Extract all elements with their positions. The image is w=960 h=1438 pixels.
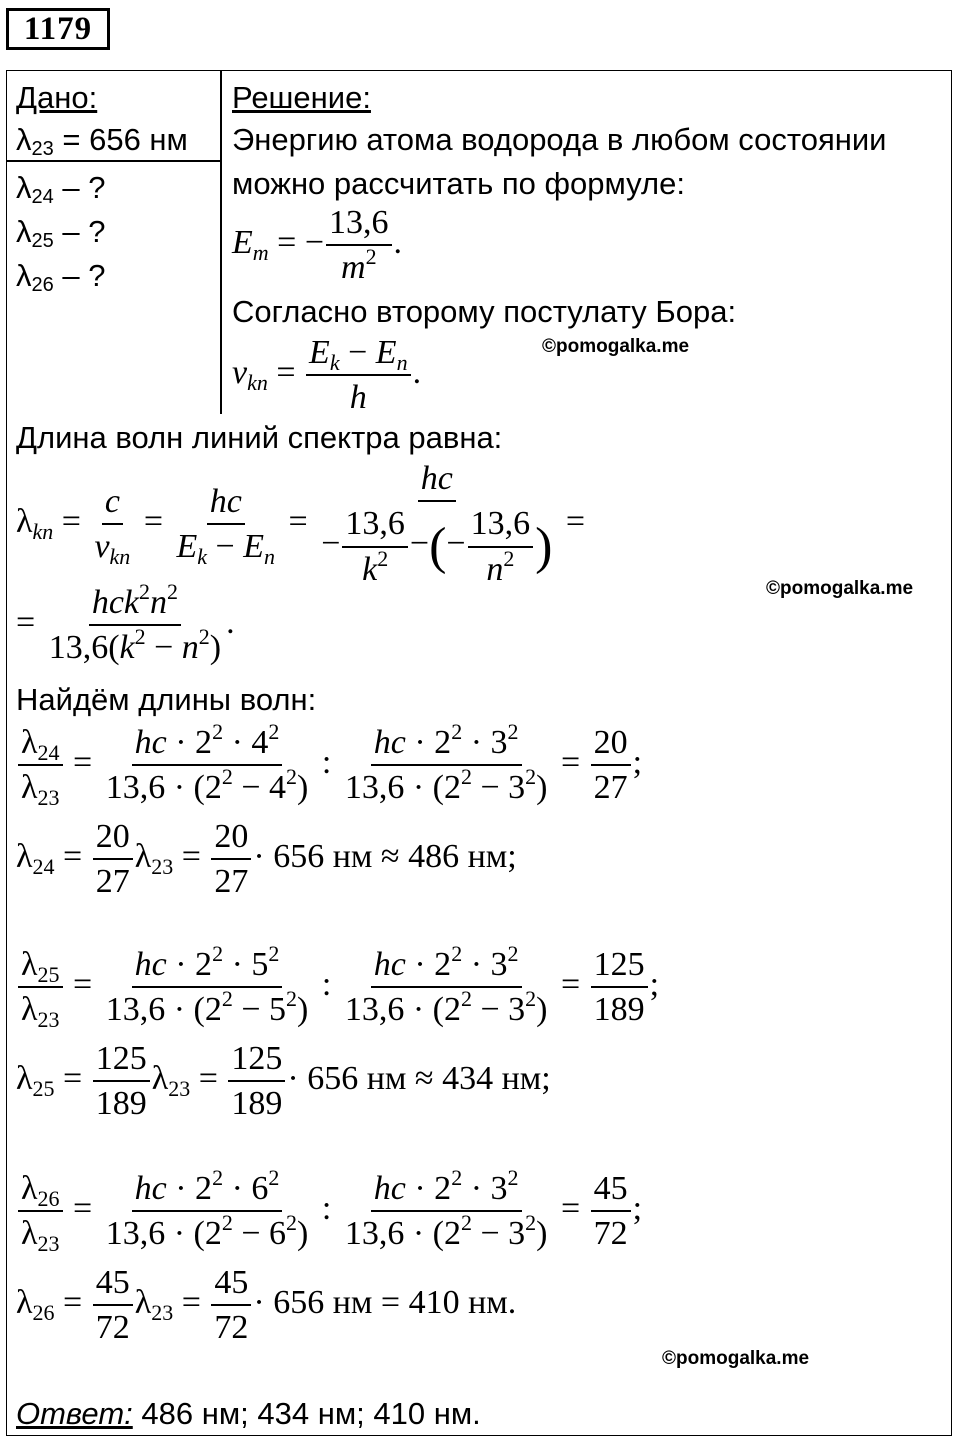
solution-line-1: Энергию атома водорода в любом состоянии: [232, 122, 887, 157]
ratio-25: $\frac{\lambda_{25}}{\lambda_{23}}$ = $\frac{hc \cdot 2^2 \cdot 5^2}{13,6 \cdot (2^2 - 5^2)}$ : $\frac{hc \cdot 2^2 \cdot 3^2}{13,6 \cdot (2^2 - 3^2)}$ = $\frac{125}{189}$ ;: [16, 946, 659, 1029]
unknown-lambda-24: $\lambda_{24}$ – ?: [16, 170, 106, 208]
wavelength-formula: $\lambda_{kn}$ = c $\nu_{kn}$ = $\frac{hc}{E_k - E_n}$ = hc − $\frac{13,6}{k^2}$ −(− $\frac{13,6}{n^2}$ ) =: [16, 460, 586, 588]
unknown-lambda-25: $\lambda_{25}$ – ?: [16, 214, 106, 252]
watermark-3: ©pomogalka.me: [662, 1348, 810, 1369]
frequency-formula: $\nu_{kn}$ = $\frac{E_k - E_n}{h}$ .: [232, 334, 422, 417]
answer-text: 486 нм; 434 нм; 410 нм.: [132, 1396, 481, 1431]
problem-number: 1179: [6, 8, 110, 50]
given-divider-horizontal: [6, 160, 221, 162]
solution-line-2: можно рассчитать по формуле:: [232, 166, 685, 201]
ratio-24: $\frac{\lambda_{24}}{\lambda_{23}}$ = $\frac{hc \cdot 2^2 \cdot 4^2}{13,6 \cdot (2^2 - 4^2)}$ : $\frac{hc \cdot 2^2 \cdot 3^2}{13,6 \cdot (2^2 - 3^2)}$ = $\frac{20}{27}$ ;: [16, 724, 642, 807]
find-text: Найдём длины волн:: [16, 682, 317, 717]
answer-label: Ответ:: [16, 1396, 133, 1431]
answer: [16, 1398, 481, 1429]
wavelength-formula-final: = $hck^2n^2$ $13,6(k^2 - n^2)$ .: [16, 579, 235, 667]
given-lambda: $\lambda_{23} = 656$ нм: [16, 122, 188, 160]
bohr-postulate-text: Согласно второму постулату Бора:: [232, 294, 737, 329]
lambda-25-result: $\lambda_{25}$ = $\frac{125}{189}$ $\lambda_{23}$ = $\frac{125}{189}$ · 656 нм ≈ 434 нм;: [16, 1040, 551, 1123]
watermark-2: ©pomogalka.me: [766, 578, 914, 599]
energy-formula: $E_m$ = − $\frac{13,6}{m^2}$ .: [232, 204, 403, 287]
watermark-1: ©pomogalka.me: [542, 336, 690, 357]
solution-title: Решение:: [232, 80, 371, 115]
unknown-lambda-26: $\lambda_{26}$ – ?: [16, 258, 106, 296]
wavelength-text: Длина волн линий спектра равна:: [16, 420, 503, 455]
ratio-26: $\frac{\lambda_{26}}{\lambda_{23}}$ = $\frac{hc \cdot 2^2 \cdot 6^2}{13,6 \cdot (2^2 - 6^2)}$ : $\frac{hc \cdot 2^2 \cdot 3^2}{13,6 \cdot (2^2 - 3^2)}$ = $\frac{45}{72}$ ;: [16, 1170, 642, 1253]
lambda-24-result: $\lambda_{24}$ = $\frac{20}{27}$ $\lambda_{23}$ = $\frac{20}{27}$ · 656 нм ≈ 486 нм;: [16, 818, 517, 901]
given-divider-vertical: [220, 70, 222, 414]
given-title: Дано:: [16, 80, 98, 115]
lambda-26-result: $\lambda_{26}$ = $\frac{45}{72}$ $\lambda_{23}$ = $\frac{45}{72}$ · 656 нм = 410 нм.: [16, 1264, 517, 1347]
